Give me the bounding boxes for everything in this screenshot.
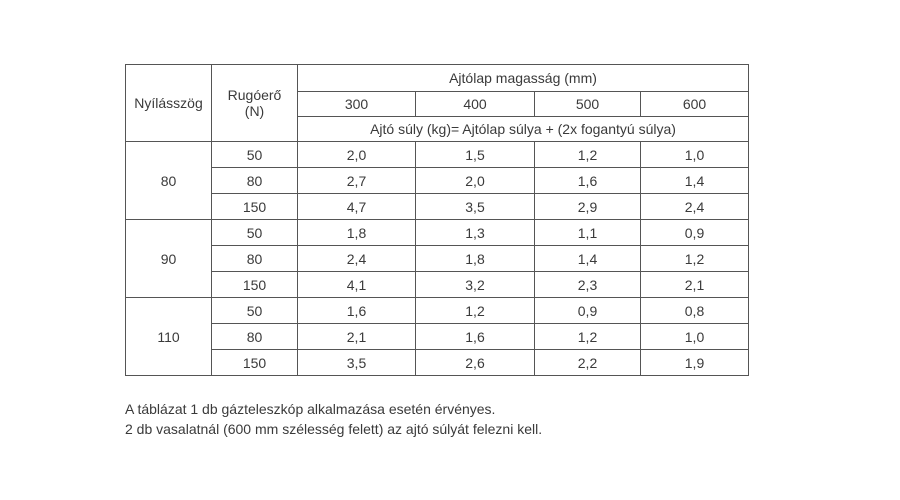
table-row <box>126 350 749 376</box>
value-cell: 2,1 <box>641 272 749 298</box>
header-height-300: 300 <box>298 92 416 117</box>
force-cell: 80 <box>212 168 298 194</box>
footnote-line: 2 db vasalatnál (600 mm szélesség felett) az ajtó súlyát felezni kell. <box>125 421 543 437</box>
value-cell: 1,3 <box>416 220 535 246</box>
angle-cell: 110 <box>126 298 212 376</box>
force-cell: 150 <box>212 350 298 376</box>
header-height-600: 600 <box>641 92 749 117</box>
header-angle: Nyílásszög <box>126 65 212 142</box>
value-cell: 1,1 <box>535 220 641 246</box>
value-cell: 1,4 <box>641 168 749 194</box>
value-cell: 2,6 <box>416 350 535 376</box>
force-cell: 80 <box>212 246 298 272</box>
value-cell: 2,9 <box>535 194 641 220</box>
value-cell: 1,0 <box>641 142 749 168</box>
value-cell: 3,5 <box>298 350 416 376</box>
value-cell: 2,7 <box>298 168 416 194</box>
value-cell: 3,2 <box>416 272 535 298</box>
footnote-line: A táblázat 1 db gázteleszkóp alkalmazása esetén érvényes. <box>125 401 496 417</box>
value-cell: 1,2 <box>535 142 641 168</box>
table-row <box>126 324 749 350</box>
force-cell: 50 <box>212 298 298 324</box>
header-spring-force <box>212 65 298 142</box>
value-cell: 1,4 <box>535 246 641 272</box>
header-door-weight: Ajtó súly (kg)= Ajtólap súlya + (2x fogantyú súlya) <box>298 117 749 142</box>
table-row <box>126 194 749 220</box>
table-row <box>126 298 749 324</box>
force-cell: 50 <box>212 220 298 246</box>
table-row <box>126 220 749 246</box>
table-row <box>126 272 749 298</box>
value-cell: 1,2 <box>535 324 641 350</box>
table-row <box>126 168 749 194</box>
force-cell: 150 <box>212 194 298 220</box>
force-cell: 50 <box>212 142 298 168</box>
value-cell: 1,2 <box>641 246 749 272</box>
value-cell: 0,9 <box>641 220 749 246</box>
value-cell: 2,1 <box>298 324 416 350</box>
value-cell: 1,8 <box>416 246 535 272</box>
value-cell: 1,2 <box>416 298 535 324</box>
header-row-1 <box>126 65 749 92</box>
value-cell: 2,4 <box>298 246 416 272</box>
value-cell: 2,0 <box>298 142 416 168</box>
value-cell: 0,9 <box>535 298 641 324</box>
value-cell: 0,8 <box>641 298 749 324</box>
value-cell: 1,6 <box>298 298 416 324</box>
footnotes <box>125 399 542 439</box>
header-spring-force-line1: Rugóerő <box>227 87 282 103</box>
header-height-400: 400 <box>416 92 535 117</box>
value-cell: 4,7 <box>298 194 416 220</box>
value-cell: 2,4 <box>641 194 749 220</box>
value-cell: 4,1 <box>298 272 416 298</box>
force-cell: 150 <box>212 272 298 298</box>
table-row <box>126 142 749 168</box>
force-cell: 80 <box>212 324 298 350</box>
header-door-height: Ajtólap magasság (mm) <box>298 65 749 92</box>
value-cell: 1,5 <box>416 142 535 168</box>
angle-cell: 80 <box>126 142 212 220</box>
value-cell: 1,9 <box>641 350 749 376</box>
value-cell: 2,0 <box>416 168 535 194</box>
value-cell: 2,2 <box>535 350 641 376</box>
door-weight-table <box>125 64 749 376</box>
value-cell: 3,5 <box>416 194 535 220</box>
value-cell: 1,0 <box>641 324 749 350</box>
table-row <box>126 246 749 272</box>
angle-cell: 90 <box>126 220 212 298</box>
header-spring-force-line2: (N) <box>244 103 265 119</box>
value-cell: 1,6 <box>535 168 641 194</box>
value-cell: 2,3 <box>535 272 641 298</box>
value-cell: 1,6 <box>416 324 535 350</box>
value-cell: 1,8 <box>298 220 416 246</box>
header-height-500: 500 <box>535 92 641 117</box>
